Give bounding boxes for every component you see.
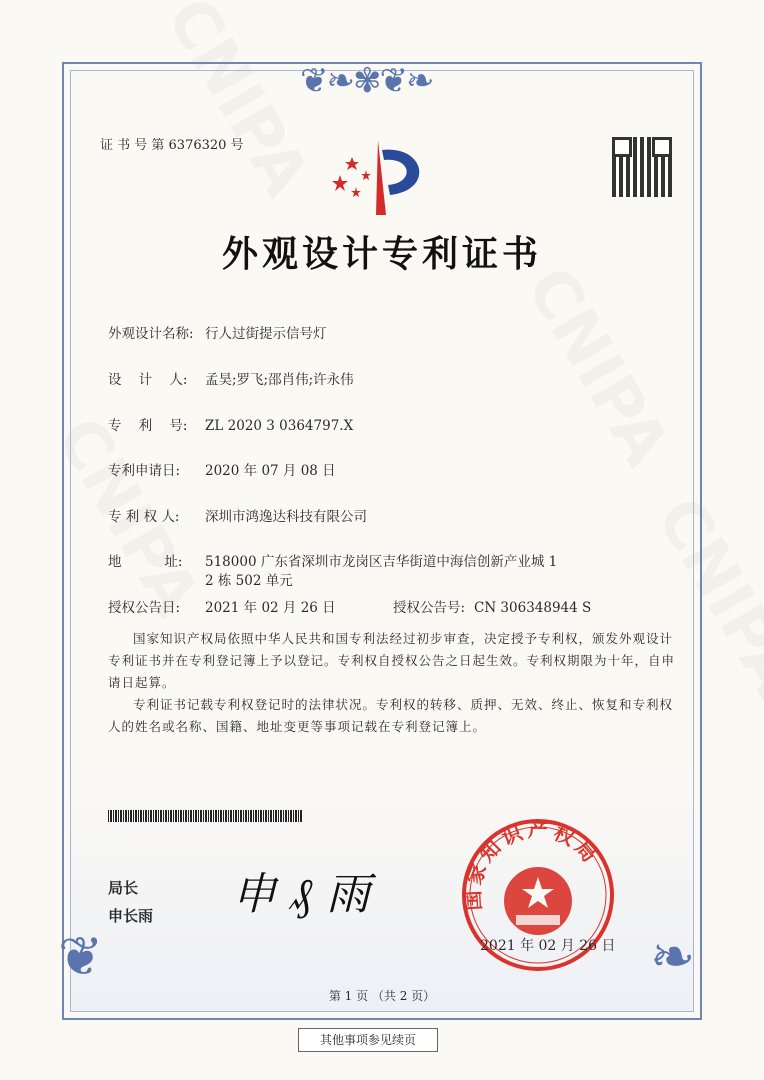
signatory-title: 局长 xyxy=(108,879,139,897)
field-application-date xyxy=(108,459,336,479)
field-value: 孟昊;罗飞;邵肖伟;许永伟 xyxy=(205,372,354,388)
field-grant-number xyxy=(393,596,591,616)
field-label: 授权公告日: xyxy=(108,600,181,616)
signature: 申 ₰ 雨 xyxy=(232,869,370,920)
field-label: 设 计 人: xyxy=(108,372,188,388)
bottom-left-ornament-icon: ❦ xyxy=(58,925,104,988)
field-label: 专 利 权 人: xyxy=(108,509,180,525)
field-design-name xyxy=(108,322,327,342)
field-designers xyxy=(108,368,354,388)
barcode xyxy=(108,810,303,822)
field-value: 2021 年 02 月 26 日 xyxy=(205,600,336,616)
statement-paragraph: 国家知识产权局依照中华人民共和国专利法经过初步审查，决定授予专利权，颁发外观设计专利证书并在专利登记簿上予以登记。专利权自授权公告之日起生效。专利权期限为十年，自申请日起算。 xyxy=(108,631,676,690)
field-grant-date xyxy=(108,596,336,616)
field-value: 行人过街提示信号灯 xyxy=(205,326,327,342)
field-label: 地 址: xyxy=(108,554,183,570)
continue-note: 其他事项参见续页 xyxy=(298,1028,438,1052)
field-address-line2: 2 栋 502 单元 xyxy=(205,573,293,589)
field-value: CN 306348944 S xyxy=(474,600,592,616)
bottom-right-ornament-icon: ❧ xyxy=(650,925,696,988)
field-label: 专利申请日: xyxy=(108,463,181,479)
certificate-number: 证 书 号 第 6376320 号 xyxy=(100,138,244,153)
seal-text: 国家知识产权局 xyxy=(460,817,605,912)
field-patentee xyxy=(108,505,367,525)
statement-paragraph: 专利证书记载专利权登记时的法律状况。专利权的转移、质押、无效、终止、恢复和专利权人的姓名或名称、国籍、地址变更等事项记载在专利登记簿上。 xyxy=(108,697,674,734)
cnipa-logo-icon xyxy=(330,135,440,220)
field-value: 2020 年 07 月 08 日 xyxy=(205,463,336,479)
field-value: 深圳市鸿逸达科技有限公司 xyxy=(205,509,367,525)
field-label: 外观设计名称: xyxy=(108,326,194,342)
field-patent-number xyxy=(108,414,353,434)
field-address xyxy=(108,550,557,570)
field-value: 518000 广东省深圳市龙岗区吉华街道中海信创新产业城 1 xyxy=(205,554,558,570)
seal-date: 2021 年 02 月 26 日 xyxy=(480,938,616,954)
field-label: 授权公告号: xyxy=(393,600,466,616)
certificate-title: 外观设计专利证书 xyxy=(221,233,542,275)
field-label: 专 利 号: xyxy=(108,418,188,434)
page-number: 第 1 页 （共 2 页） xyxy=(328,989,436,1003)
qr-code xyxy=(612,137,672,197)
top-ornament-icon: ❦❧✾❦❧ xyxy=(300,61,433,101)
field-value: ZL 2020 3 0364797.X xyxy=(205,418,354,434)
signatory-name: 申长雨 xyxy=(108,907,154,925)
